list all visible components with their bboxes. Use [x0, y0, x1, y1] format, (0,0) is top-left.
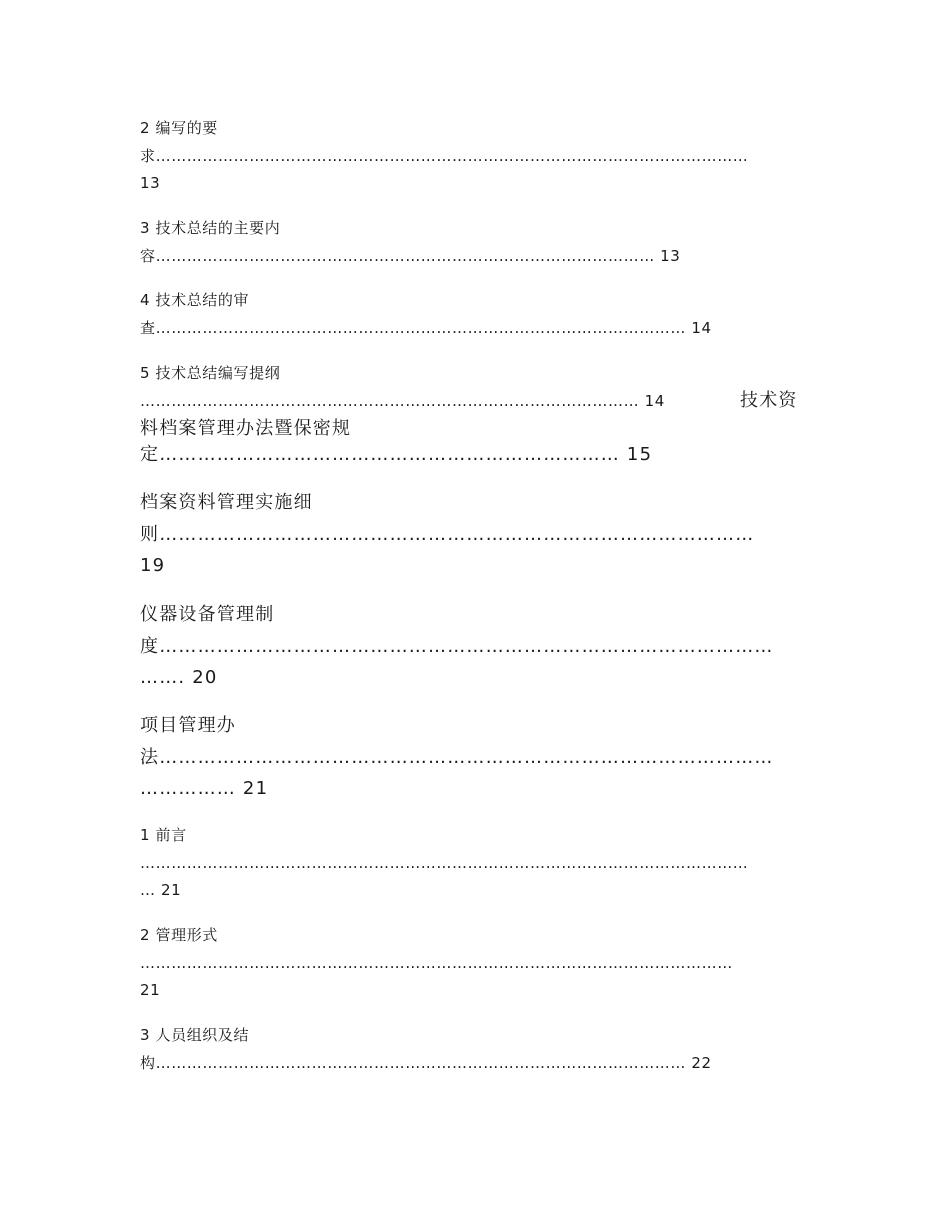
toc-entry-leader: 法……………………………………………………………………………………	[140, 747, 774, 768]
toc-entry-title: 档案资料管理实施细	[140, 492, 313, 513]
toc-entry-title: 4 技术总结的审	[140, 291, 250, 309]
toc-entry-page: …………… 21	[140, 778, 269, 799]
toc-entry-leader: 查………………………………………………………………………………………… 14	[140, 319, 712, 337]
toc-entry-page: … 21	[140, 881, 182, 899]
toc-entry-page: ……. 20	[140, 667, 218, 688]
toc-entry-title: 料档案管理办法暨保密规	[140, 418, 352, 439]
toc-entry-title: 项目管理办	[140, 715, 236, 736]
toc-entry-leader: 定……………………………………………………………… 15	[140, 444, 653, 465]
toc-entry-page: 21	[140, 981, 161, 999]
toc-entry-leader: 构………………………………………………………………………………………… 22	[140, 1054, 712, 1072]
toc-entry-leader: 则…………………………………………………………………………………	[140, 524, 755, 545]
toc-entry-page: 13	[140, 174, 161, 192]
toc-entry-leader: 度……………………………………………………………………………………	[140, 636, 774, 657]
toc-entry-leader: ………………………………………………………………………………………………………	[140, 854, 749, 872]
toc-entry-leader: ……………………………………………………………………………………………………	[140, 954, 733, 972]
toc-entry-leader: …………………………………………………………………………………… 14	[140, 392, 665, 410]
toc-entry-leader: 求……………………………………………………………………………………………………	[140, 147, 749, 165]
toc-entry-title: 3 技术总结的主要内	[140, 219, 281, 237]
toc-entry-title: 3 人员组织及结	[140, 1026, 250, 1044]
toc-entry-title: 5 技术总结编写提纲	[140, 364, 281, 382]
toc-entry-title: 2 编写的要	[140, 119, 218, 137]
toc-entry-title: 1 前言	[140, 826, 187, 844]
toc-entry-page: 19	[140, 555, 166, 576]
toc-entry-title: 2 管理形式	[140, 926, 218, 944]
toc-entry-leader: 容…………………………………………………………………………………… 13	[140, 247, 681, 265]
toc-entry-title: 技术资	[740, 390, 798, 411]
toc-entry-title: 仪器设备管理制	[140, 604, 275, 625]
